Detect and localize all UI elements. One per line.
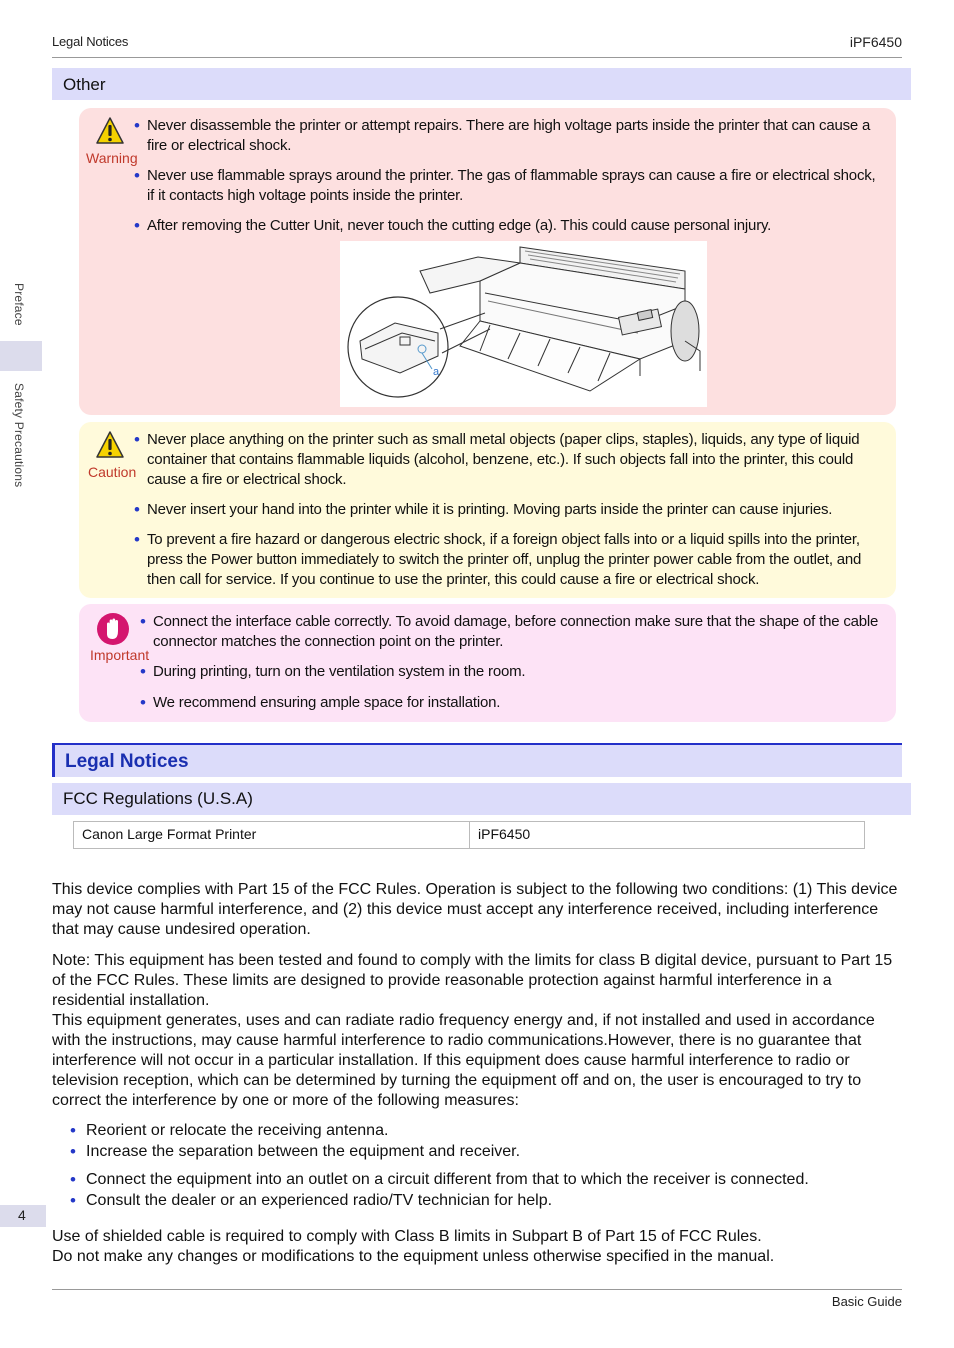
caution-list bbox=[134, 430, 886, 590]
important-notice bbox=[79, 604, 896, 722]
running-header-model: iPF6450 bbox=[849, 34, 902, 50]
list-item: • Increase the separation between the equipment and receiver. bbox=[70, 1142, 809, 1162]
modification-line: Do not make any changes or modifications to the equipment unless otherwise specified in the manual. bbox=[52, 1248, 775, 1265]
corrective-measures-list bbox=[70, 1121, 809, 1211]
footer-divider bbox=[52, 1289, 902, 1290]
header-divider bbox=[52, 57, 902, 58]
subsection-title: FCC Regulations (U.S.A) bbox=[63, 789, 253, 808]
section-title: Legal Notices bbox=[65, 751, 189, 772]
important-list bbox=[140, 612, 886, 713]
side-tab-safety-precautions[interactable]: Safety Precautions bbox=[12, 383, 26, 488]
fcc-interference-paragraph: This equipment generates, uses and can radiate radio frequency energy and, if not installed and used in accordance with the instructions, may cause harmful interference to radio communications.However, there is no guarantee that interference will not occur in a particular installation. If this equipment does cause harmful interference to radio or television reception, which can be determined by turning the equipment off and on, the user is encouraged to try to correct the interference by one or more of the following measures: bbox=[52, 1012, 875, 1109]
fcc-note-paragraph: Note: This equipment has been tested and found to comply with the limits for class B digital device, pursuant to Part 15 of the FCC Rules. These limits are designed to provide reasonable protection against harmful interference in a residential installation. bbox=[52, 952, 893, 1009]
side-tab-active-marker bbox=[0, 341, 42, 371]
shielded-cable-paragraph bbox=[52, 1227, 902, 1267]
list-item: • Never use flammable sprays around the printer. The gas of flammable sprays can cause a fire or electrical shock, if it contacts high voltage points inside the printer. bbox=[134, 166, 886, 206]
list-item: • Never insert your hand into the printer while it is printing. Moving parts inside the printer can cause injuries. bbox=[134, 500, 886, 520]
product-model-table bbox=[73, 821, 865, 849]
list-item: • Connect the equipment into an outlet on a circuit different from that to which the receiver is connected. bbox=[70, 1170, 809, 1190]
figure-callout-label: a bbox=[433, 366, 440, 378]
subsection-heading-fcc bbox=[52, 783, 911, 815]
printer-illustration bbox=[340, 241, 707, 407]
caution-notice bbox=[79, 422, 896, 598]
list-item: • Connect the interface cable correctly. To avoid damage, before connection make sure that the shape of the cable connector matches the connection point on the printer. bbox=[140, 612, 886, 652]
list-item: • During printing, turn on the ventilation system in the room. bbox=[140, 662, 886, 682]
section-heading-legal-notices bbox=[52, 743, 902, 777]
side-tab-preface[interactable]: Preface bbox=[12, 283, 26, 326]
list-item: • We recommend ensuring ample space for installation. bbox=[140, 693, 886, 713]
warning-triangle-icon bbox=[95, 116, 125, 146]
section-heading-other bbox=[52, 68, 911, 100]
caution-triangle-icon bbox=[95, 430, 125, 460]
shielded-cable-line: Use of shielded cable is required to comply with Class B limits in Subpart B of Part 15 of FCC Rules. bbox=[52, 1228, 762, 1245]
warning-list bbox=[134, 116, 886, 236]
notice-label-warning: Warning bbox=[86, 150, 138, 166]
stop-hand-icon bbox=[96, 612, 130, 646]
list-item: • After removing the Cutter Unit, never touch the cutting edge (a). This could cause personal injury. bbox=[134, 216, 886, 236]
page-number: 4 bbox=[18, 1207, 26, 1223]
section-title: Other bbox=[63, 75, 106, 94]
list-item: • Reorient or relocate the receiving antenna. bbox=[70, 1121, 809, 1141]
table-cell-model: iPF6450 bbox=[478, 826, 531, 842]
list-item: • Never disassemble the printer or attempt repairs. There are high voltage parts inside the printer that can cause a fire or electrical shock. bbox=[134, 116, 886, 156]
list-item: • To prevent a fire hazard or dangerous electric shock, if a foreign object falls into or a liquid spills into the printer, press the Power button immediately to switch the printer off, unplug the printer power cable from the outlet, and then call for service. If you continue to use the printer, this could cause a fire or electrical shock. bbox=[134, 530, 886, 590]
notice-label-caution: Caution bbox=[88, 464, 137, 480]
table-cell-product: Canon Large Format Printer bbox=[74, 822, 470, 848]
notice-label-important: Important bbox=[90, 647, 150, 663]
fcc-compliance-paragraph: This device complies with Part 15 of the FCC Rules. Operation is subject to the following two conditions: (1) This device may not cause harmful interference, and (2) this device must accept any interference received, including interference that may cause undesired operation. bbox=[52, 881, 898, 938]
running-header-section: Legal Notices bbox=[52, 34, 129, 49]
printer-cutter-drawing bbox=[340, 241, 707, 407]
list-item: • Never place anything on the printer such as small metal objects (paper clips, staples), liquids, any type of liquid container that contains flammable liquids (alcohol, benzene, etc.). If such objects fall into the printer, this could cause a fire or electrical shock. bbox=[134, 430, 886, 490]
footer-guide-name: Basic Guide bbox=[831, 1294, 902, 1309]
list-item: • Consult the dealer or an experienced radio/TV technician for help. bbox=[70, 1191, 809, 1211]
